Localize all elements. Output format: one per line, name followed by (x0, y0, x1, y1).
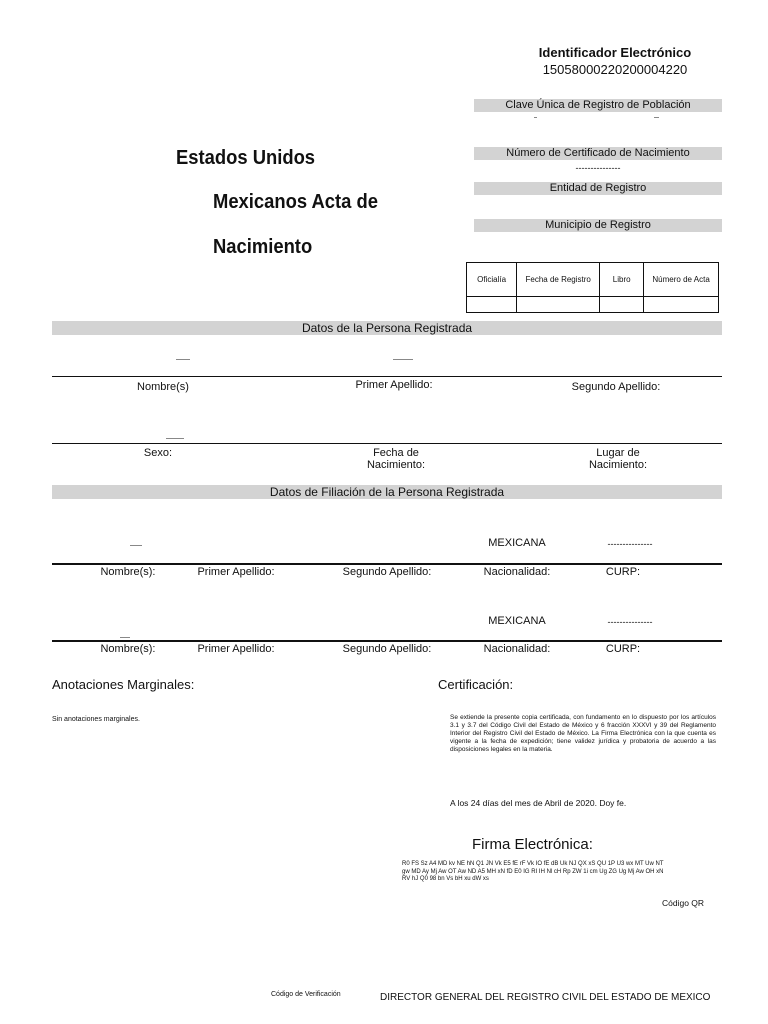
person-surname-redacted (393, 359, 413, 360)
director-title: DIRECTOR GENERAL DEL REGISTRO CIVIL DEL ESTADO DE MEXICO (380, 992, 711, 1003)
document-title-line2: Mexicanos Acta de (213, 191, 378, 213)
parent2-curp-label: CURP: (605, 643, 641, 655)
parent1-curp-value: --------------- (607, 539, 653, 549)
document-title-line1: Estados Unidos (176, 147, 316, 169)
filiation-section-bar: Datos de Filiación de la Persona Registrada (52, 485, 722, 499)
entidad-label-bar: Entidad de Registro (474, 182, 722, 195)
person-birth-rule (52, 443, 722, 444)
parent2-nacionalidad-label: Nacionalidad: (483, 643, 551, 655)
parent2-nombre-label: Nombre(s): (100, 643, 156, 655)
parent2-nacionalidad-value: MEXICANA (488, 615, 546, 627)
person-name-rule (52, 376, 722, 377)
parent2-name-redacted (120, 637, 130, 638)
municipio-label-bar: Municipio de Registro (474, 219, 722, 232)
cert-number-label-bar: Número de Certificado de Nacimiento (474, 147, 722, 160)
registration-table (466, 262, 719, 313)
firma-label: Firma Electrónica: (472, 836, 593, 853)
certificacion-label: Certificación: (438, 677, 514, 692)
parent2-segundo-label: Segundo Apellido: (342, 643, 432, 655)
parent1-nacionalidad-value: MEXICANA (488, 537, 546, 549)
person-sexo-label: Sexo: (143, 447, 173, 459)
electronic-id-label: Identificador Electrónico (538, 45, 692, 60)
parent2-curp-value: --------------- (607, 617, 653, 627)
anotaciones-label: Anotaciones Marginales: (52, 677, 195, 692)
person-sex-redacted (166, 438, 184, 439)
anotaciones-text: Sin anotaciones marginales. (52, 716, 140, 723)
fecha-registro-cell (517, 297, 600, 313)
numero-acta-header: Número de Acta (644, 263, 719, 297)
libro-header: Libro (600, 263, 644, 297)
parent1-nombre-label: Nombre(s): (100, 566, 156, 578)
firma-text: R0 FS Sz A4 MD kv NE hN Q1 JN Vk E5 fE rF Vk IO fE dB Uk NJ QX xS QU 1P U3 wx MT Uw NT gw MD Ay Mj Aw OT Aw ND A5 MH xN fD E0 IG RI IH Nl cH Rp ZW 1i cm Ug ZG Ug Mj Aw OH xN RV hJ Q0 98 bn Vs bH xu dW xs (402, 861, 664, 882)
person-segundo-apellido-label: Segundo Apellido: (571, 381, 661, 393)
curp-value-redacted (534, 117, 537, 118)
document-title-line3: Nacimiento (213, 236, 313, 258)
electronic-id-value: 15058000220200004220 (542, 62, 688, 77)
parent1-curp-label: CURP: (605, 566, 641, 578)
person-lugar-nac-label-1: Lugar de (596, 447, 640, 459)
verification-code-label: Código de Verificación (271, 991, 341, 998)
curp-label-bar: Clave Única de Registro de Población (474, 99, 722, 112)
parent1-name-redacted (130, 545, 142, 546)
certificacion-text: Se extiende la presente copia certificada, con fundamento en lo dispuesto por los artículos 3.1 y 3.7 del Código Civil del Estado de México y 6 fracción XXXVI y 39 del Reglamento Interior del Registro Civil del Estado de México. La Firma Electrónica con la que cuenta es vigente a la fecha de expedición; tiene validez jurídica y probatoria de acuerdo a las disposiciones legales en la materia. (450, 714, 716, 753)
parent2-primer-label: Primer Apellido: (197, 643, 275, 655)
oficialia-header: Oficialía (467, 263, 517, 297)
certificacion-date: A los 24 días del mes de Abril de 2020. Doy fe. (450, 798, 627, 808)
person-name-redacted (176, 359, 190, 360)
fecha-registro-header: Fecha de Registro (517, 263, 600, 297)
person-lugar-nac-label-2: Nacimiento: (588, 459, 648, 471)
cert-number-value: --------------- (575, 163, 621, 173)
qr-code-label: Código QR (662, 898, 705, 908)
person-nombre-label: Nombre(s) (137, 381, 189, 393)
person-section-bar: Datos de la Persona Registrada (52, 321, 722, 335)
parent1-rule (52, 563, 722, 565)
numero-acta-cell (644, 297, 719, 313)
libro-cell (600, 297, 644, 313)
parent2-rule (52, 640, 722, 642)
person-fecha-nac-label-2: Nacimiento: (366, 459, 426, 471)
person-primer-apellido-label: Primer Apellido: (355, 379, 433, 391)
person-fecha-nac-label-1: Fecha de (373, 447, 419, 459)
curp-value-redacted-2 (654, 117, 659, 118)
oficialia-cell (467, 297, 517, 313)
parent1-nacionalidad-label: Nacionalidad: (483, 566, 551, 578)
parent1-primer-label: Primer Apellido: (197, 566, 275, 578)
parent1-segundo-label: Segundo Apellido: (342, 566, 432, 578)
